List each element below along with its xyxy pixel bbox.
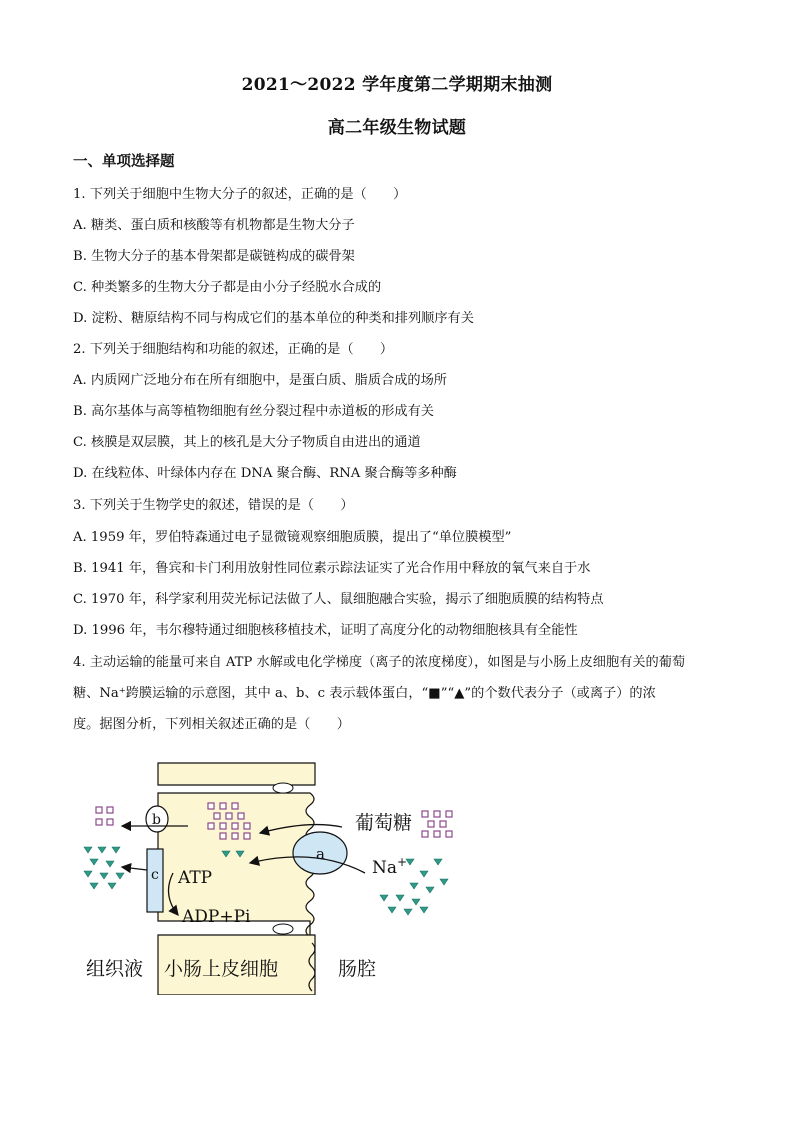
tissue-fluid-label: 组织液 bbox=[86, 958, 144, 980]
sodium-out-arrow bbox=[122, 867, 147, 870]
question-2-option-b: B. 高尔基体与高等植物细胞有丝分裂过程中赤道板的形成有关 bbox=[73, 404, 434, 419]
question-1-option-d: D. 淀粉、糖原结构不同与构成它们的基本单位的种类和排列顺序有关 bbox=[73, 311, 474, 326]
question-2-option-d: D. 在线粒体、叶绿体内存在 DNA 聚合酶、RNA 聚合酶等多种酶 bbox=[73, 466, 457, 481]
transport-diagram-svg bbox=[70, 755, 490, 995]
question-4-stem-line-1: 4. 主动运输的能量可来自 ATP 水解或电化学梯度（离子的浓度梯度），如图是与小肠上皮细胞有关的葡萄 bbox=[73, 655, 686, 670]
exam-title: 2021～2022 学年度第二学期期末抽测 bbox=[241, 75, 553, 95]
question-4-stem-line-3: 度。据图分析，下列相关叙述正确的是（ ） bbox=[73, 717, 350, 732]
question-1-option-a: A. 糖类、蛋白质和核酸等有机物都是生物大分子 bbox=[73, 218, 355, 233]
question-1-stem: 1. 下列关于细胞中生物大分子的叙述，正确的是（ ） bbox=[73, 187, 407, 202]
question-1-option-c: C. 种类繁多的生物大分子都是由小分子经脱水合成的 bbox=[73, 280, 382, 295]
glucose-lumen bbox=[422, 811, 452, 837]
sodium-label: Na+ bbox=[372, 855, 408, 878]
transport-diagram bbox=[70, 755, 490, 995]
sodium-tissue-fluid bbox=[84, 847, 124, 889]
question-4-stem-line-2: 糖、Na⁺跨膜运输的示意图，其中 a、b、c 表示载体蛋白，“■”“▲”的个数代表分子（或离子）的浓 bbox=[73, 686, 656, 701]
carrier-c-label: c bbox=[151, 867, 159, 883]
question-3-option-c: C. 1970 年，科学家利用荧光标记法做了人、鼠细胞融合实验，揭示了细胞质膜的结构特点 bbox=[73, 592, 604, 607]
question-2-stem: 2. 下列关于细胞结构和功能的叙述，正确的是（ ） bbox=[73, 342, 394, 357]
junction-lower bbox=[273, 924, 293, 934]
question-3-option-b: B. 1941 年，鲁宾和卡门利用放射性同位素示踪法证实了光合作用中释放的氧气来自于水 bbox=[73, 561, 591, 576]
glucose-label: 葡萄糖 bbox=[355, 812, 413, 834]
exam-subtitle: 高二年级生物试题 bbox=[327, 118, 467, 138]
question-3-stem: 3. 下列关于生物学史的叙述，错误的是（ ） bbox=[73, 498, 354, 513]
adp-label: ADP+Pi bbox=[182, 907, 251, 927]
question-3-option-d: D. 1996 年，韦尔穆特通过细胞核移植技术，证明了高度分化的动物细胞核具有全能性 bbox=[73, 623, 578, 638]
junction-upper bbox=[273, 783, 293, 793]
upper-cell bbox=[158, 763, 315, 785]
section-heading: 一、单项选择题 bbox=[73, 153, 175, 170]
question-2-option-c: C. 核膜是双层膜，其上的核孔是大分子物质自由进出的通道 bbox=[73, 435, 421, 450]
question-1-option-b: B. 生物大分子的基本骨架都是碳链构成的碳骨架 bbox=[73, 249, 355, 264]
atp-label: ATP bbox=[178, 868, 213, 888]
cell-label: 小肠上皮细胞 bbox=[164, 958, 279, 980]
glucose-tissue-fluid bbox=[96, 807, 113, 825]
carrier-a-label: a bbox=[316, 845, 325, 863]
lumen-label: 肠腔 bbox=[338, 958, 377, 980]
carrier-b-label: b bbox=[152, 812, 161, 828]
question-3-option-a: A. 1959 年，罗伯特森通过电子显微镜观察细胞质膜，提出了“单位膜模型” bbox=[73, 530, 512, 545]
question-2-option-a: A. 内质网广泛地分布在所有细胞中，是蛋白质、脂质合成的场所 bbox=[73, 373, 447, 388]
